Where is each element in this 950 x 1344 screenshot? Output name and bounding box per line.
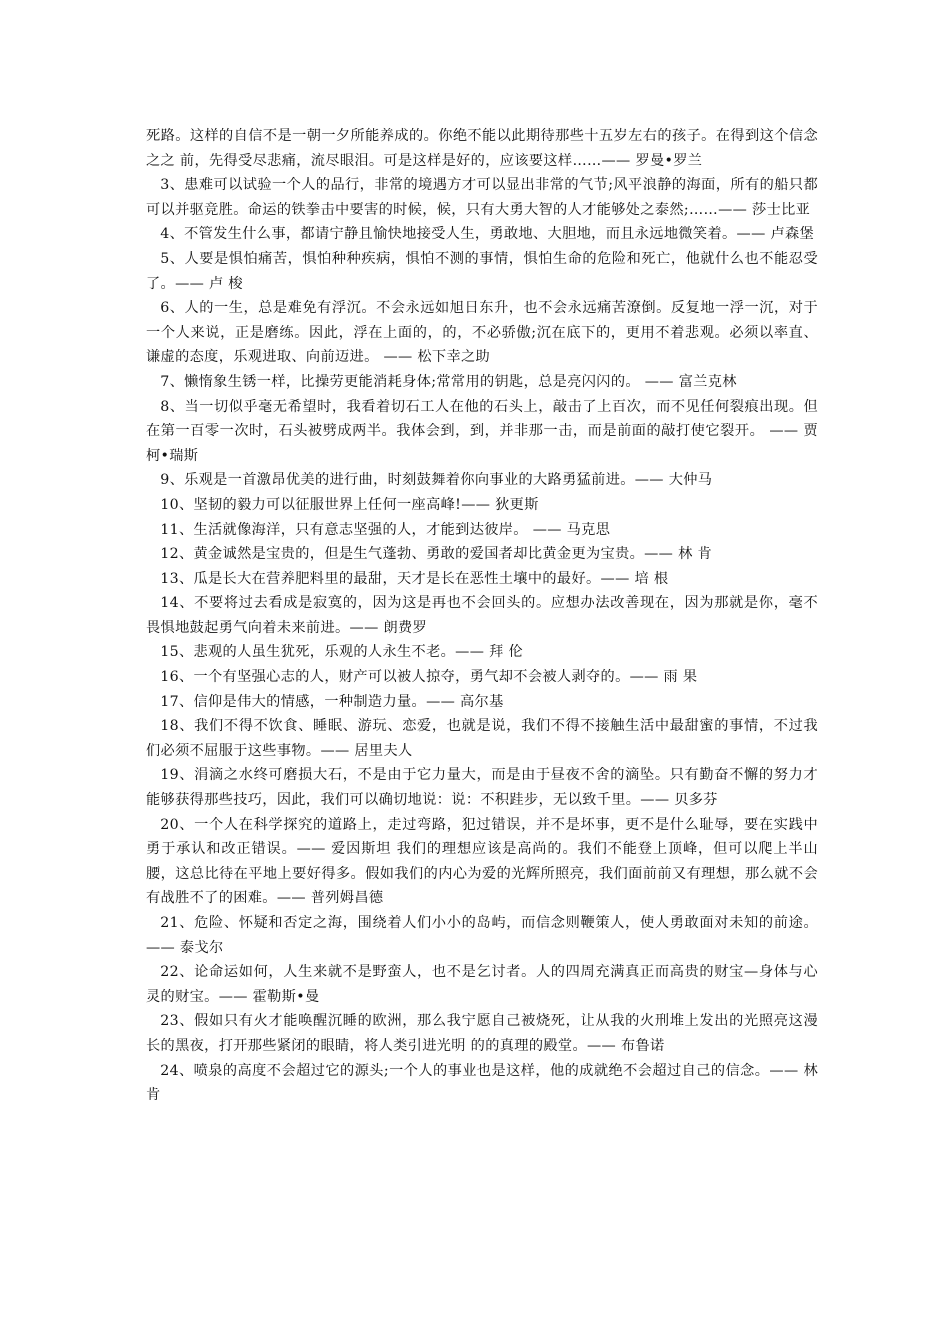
quote-paragraph-16: 16、一个有坚强心志的人，财产可以被人掠夺，勇气却不会被人剥夺的。—— 雨 果 bbox=[160, 669, 698, 686]
quote-paragraph-11: 11、生活就像海洋，只有意志坚强的人，才能到达彼岸。 —— 马克思 bbox=[160, 521, 611, 538]
quote-paragraph-12: 12、黄金诚然是宝贵的，但是生气蓬勃、勇敢的爱国者却比黄金更为宝贵。—— 林 肯 bbox=[160, 546, 713, 563]
quote-paragraph-17: 17、信仰是伟大的情感，一种制造力量。—— 高尔基 bbox=[160, 693, 504, 710]
quote-paragraph-10: 10、坚韧的毅力可以征服世界上任何一座高峰!—— 狄更斯 bbox=[160, 496, 539, 513]
quote-paragraph-3: 3、患难可以试验一个人的品行，非常的境遇方才可以显出非常的气节;风平浪静的海面，所有的船只都可以并驱竞胜。命运的铁拳击中要害的时候，候，只有大勇大智的人才能够处之泰然;……—— 莎士比亚 bbox=[146, 177, 818, 218]
quote-paragraph-9: 9、乐观是一首激昂优美的进行曲，时刻鼓舞着你向事业的大路勇猛前进。—— 大仲马 bbox=[160, 472, 713, 489]
quote-paragraph-22: 22、论命运如何，人生来就不是野蛮人，也不是乞讨者。人的四周充满真正而高贵的财宝—身体与心灵的财宝。—— 霍勒斯•曼 bbox=[146, 964, 818, 1005]
quote-paragraph-23: 23、假如只有火才能唤醒沉睡的欧洲，那么我宁愿自己被烧死，让从我的火刑堆上发出的光照亮这漫长的黑夜，打开那些紧闭的眼睛，将人类引进光明 的的真理的殿堂。—— 布鲁诺 bbox=[146, 1013, 818, 1054]
quote-paragraph-24: 24、喷泉的高度不会超过它的源头;一个人的事业也是这样，他的成就绝不会超过自己的信念。—— 林 肯 bbox=[146, 1062, 818, 1104]
quote-paragraph-18: 18、我们不得不饮食、睡眠、游玩、恋爱，也就是说，我们不得不接触生活中最甜蜜的事情，不过我们必须不屈服于这些事物。—— 居里夫人 bbox=[146, 718, 818, 759]
quote-continuation-paragraph: 死路。这样的自信不是一朝一夕所能养成的。你绝不能以此期待那些十五岁左右的孩子。在得到这个信念之之 前，先得受尽悲痛，流尽眼泪。可是这样是好的，应该要这样……—— 罗曼•罗兰 bbox=[146, 128, 818, 169]
quote-paragraph-15: 15、悲观的人虽生犹死，乐观的人永生不老。—— 拜 伦 bbox=[160, 644, 524, 661]
quote-paragraph-7: 7、懒惰象生锈一样，比操劳更能消耗身体;常常用的钥匙，总是亮闪闪的。 —— 富兰克林 bbox=[160, 373, 737, 390]
quote-paragraph-14: 14、不要将过去看成是寂寞的，因为这是再也不会回头的。应想办法改善现在，因为那就是你，毫不畏惧地鼓起勇气向着未来前进。—— 朗费罗 bbox=[146, 595, 818, 636]
quote-paragraph-8: 8、当一切似乎毫无希望时，我看着切石工人在他的石头上，敲击了上百次，而不见任何裂痕出现。但在第一百零一次时，石头被劈成两半。我体会到，到，并非那一击，而是前面的敲打使它裂开。 —— 贾柯•瑞斯 bbox=[146, 398, 818, 464]
quote-paragraph-5: 5、人要是惧怕痛苦，惧怕种种疾病，惧怕不测的事情，惧怕生命的危险和死亡，他就什么也不能忍受了。—— 卢 梭 bbox=[146, 250, 818, 292]
quotes-text-body bbox=[146, 124, 818, 1108]
quote-paragraph-4: 4、不管发生什么事，都请宁静且愉快地接受人生，勇敢地、大胆地，而且永远地微笑着。—— 卢森堡 bbox=[160, 226, 815, 243]
quote-paragraph-20: 20、一个人在科学探究的道路上，走过弯路，犯过错误，并不是坏事，更不是什么耻辱，要在实践中勇于承认和改正错误。—— 爱因斯坦 我们的理想应该是高尚的。我们不能登上顶峰，但可以爬上半山腰，这总比待在平地上要好得多。假如我们的内心为爱的光辉所照亮，我们面前前又有理想，那么就不会有战胜不了的困难。—— 普列姆昌德 bbox=[146, 816, 818, 907]
quote-paragraph-6: 6、人的一生，总是难免有浮沉。不会永远如旭日东升，也不会永远痛苦潦倒。反复地一浮一沉，对于一个人来说，正是磨练。因此，浮在上面的，的，不必骄傲;沉在底下的，更用不着悲观。必须以率直、谦虚的态度，乐观进取、向前迈进。 —— 松下幸之助 bbox=[146, 300, 818, 366]
quote-paragraph-13: 13、瓜是长大在营养肥料里的最甜，天才是长在恶性土壤中的最好。—— 培 根 bbox=[160, 570, 669, 587]
quote-paragraph-21: 21、危险、怀疑和否定之海，围绕着人们小小的岛屿，而信念则鞭策人，使人勇敢面对未知的前途。—— 泰戈尔 bbox=[146, 915, 818, 956]
quote-paragraph-19: 19、涓滴之水终可磨损大石，不是由于它力量大，而是由于昼夜不舍的滴坠。只有勤奋不懈的努力才能够获得那些技巧，因此，我们可以确切地说：说：不积跬步，无以致千里。—— 贝多芬 bbox=[146, 767, 818, 809]
